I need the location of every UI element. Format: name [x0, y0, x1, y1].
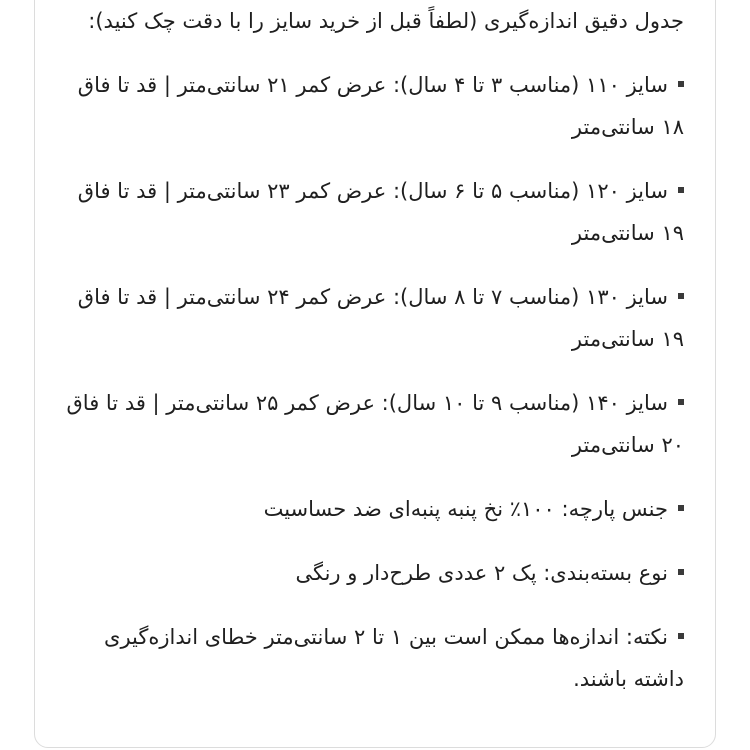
size-chart-intro: جدول دقیق اندازه‌گیری (لطفاً قبل از خرید سایز را با دقت چک کنید): [88, 9, 684, 33]
list-item-text: جنس پارچه: ۱۰۰٪ نخ پنبه پنبه‌ای ضد حساسیت [263, 497, 668, 521]
list-item [60, 488, 684, 530]
list-item [60, 552, 684, 594]
product-description [60, 0, 684, 722]
list-item [60, 616, 684, 700]
list-item-text: سایز ۱۲۰ (مناسب ۵ تا ۶ سال): عرض کمر ۲۳ سانتی‌متر | قد تا فاق ۱۹ سانتی‌متر [77, 179, 684, 245]
bullet-icon [678, 399, 684, 405]
bullet-icon [678, 633, 684, 639]
list-item [60, 276, 684, 360]
list-item [60, 64, 684, 148]
list-item [60, 382, 684, 466]
list-item-text: نوع بسته‌بندی: پک ۲ عددی طرح‌دار و رنگی [295, 561, 668, 585]
list-item-text: سایز ۱۴۰ (مناسب ۹ تا ۱۰ سال): عرض کمر ۲۵ سانتی‌متر | قد تا فاق ۲۰ سانتی‌متر [66, 391, 684, 457]
list-item-text: سایز ۱۱۰ (مناسب ۳ تا ۴ سال): عرض کمر ۲۱ سانتی‌متر | قد تا فاق ۱۸ سانتی‌متر [77, 73, 684, 139]
bullet-icon [678, 505, 684, 511]
list-item-text: نکته: اندازه‌ها ممکن است بین ۱ تا ۲ سانتی‌متر خطای اندازه‌گیری داشته باشند. [104, 625, 684, 691]
list-item [60, 170, 684, 254]
bullet-icon [678, 187, 684, 193]
bullet-icon [678, 569, 684, 575]
list-item-text: سایز ۱۳۰ (مناسب ۷ تا ۸ سال): عرض کمر ۲۴ سانتی‌متر | قد تا فاق ۱۹ سانتی‌متر [77, 285, 684, 351]
size-chart-list [60, 64, 684, 700]
bullet-icon [678, 293, 684, 299]
bullet-icon [678, 81, 684, 87]
